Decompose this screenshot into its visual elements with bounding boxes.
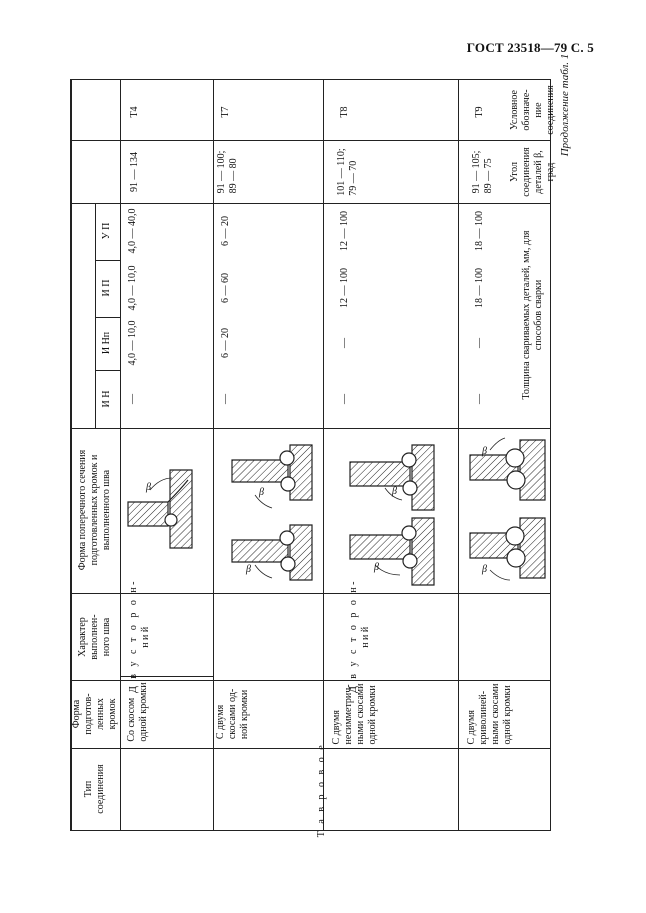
beta-label-1: β <box>146 482 151 493</box>
beta-label-5: β <box>392 486 397 497</box>
beta-label-2: β <box>259 487 264 498</box>
page-header: ГОСТ 23518—79 С. 5 <box>466 40 594 55</box>
beta-label-3: β <box>246 564 251 575</box>
beta-label-7: β <box>482 564 487 575</box>
beta-label-4: β <box>374 562 379 573</box>
beta-label-6: β <box>482 446 487 457</box>
